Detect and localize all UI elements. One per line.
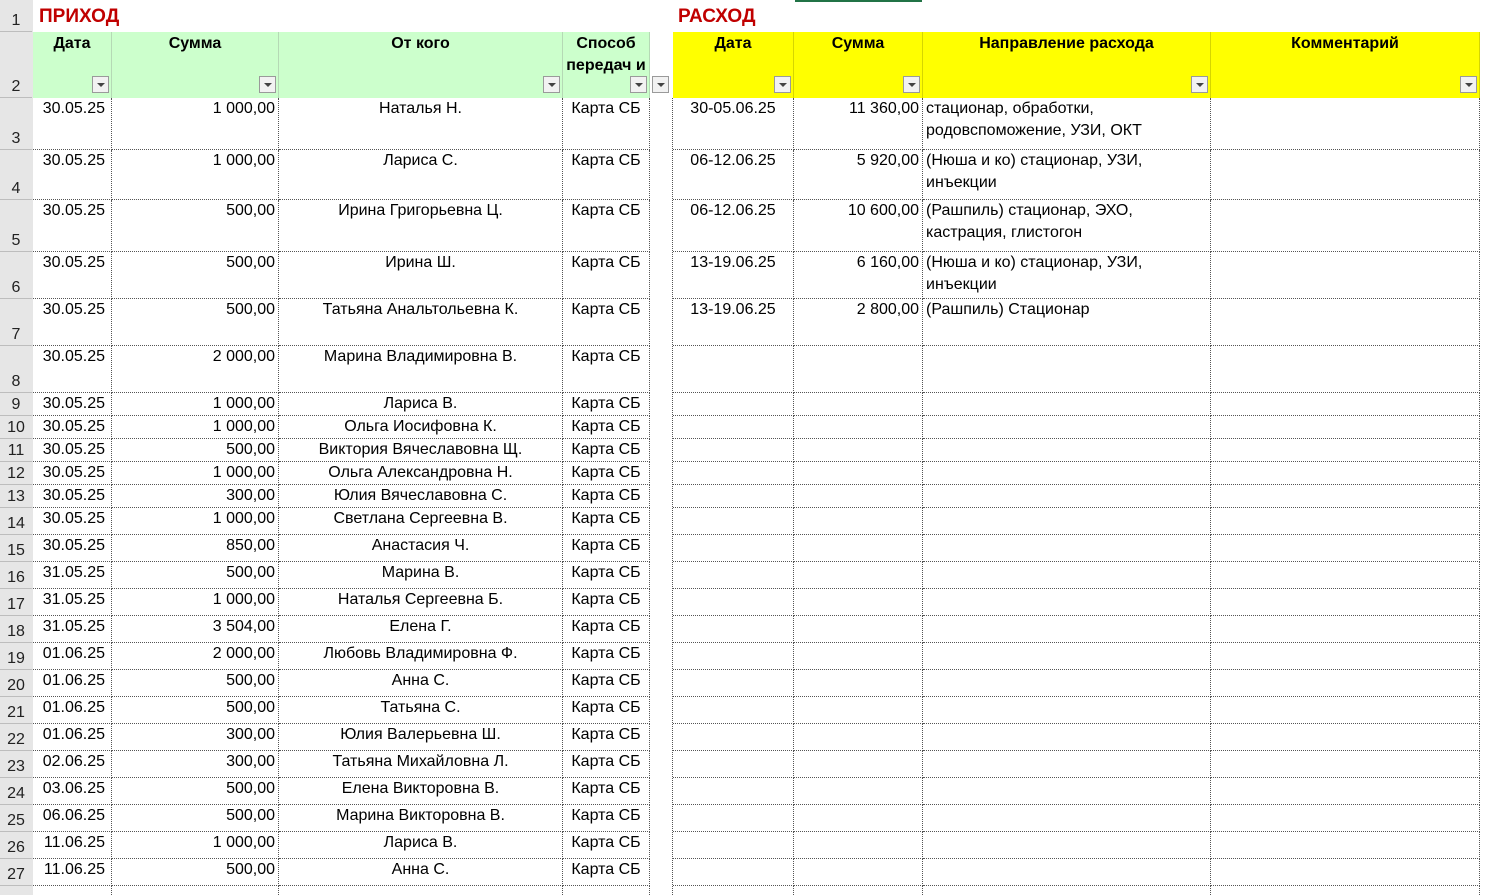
income-header-cell[interactable]: Способ передач и <box>563 32 650 98</box>
empty-cell[interactable] <box>1211 643 1480 670</box>
row-number[interactable]: 8 <box>0 346 32 393</box>
expense-cell-amount[interactable]: 6 160,00 <box>794 252 923 299</box>
income-cell-method[interactable]: Карта СБ <box>563 299 650 346</box>
row-number[interactable]: 3 <box>0 98 32 150</box>
income-cell-date[interactable]: 11.06.25 <box>33 832 112 859</box>
expense-cell-amount[interactable]: 2 800,00 <box>794 299 923 346</box>
income-cell-date[interactable]: 31.05.25 <box>33 562 112 589</box>
row-number[interactable]: 13 <box>0 485 32 508</box>
row-number[interactable]: 21 <box>0 697 32 724</box>
income-cell-amount[interactable]: 1 000,00 <box>112 393 279 416</box>
income-cell-amount[interactable]: 1 000,00 <box>112 462 279 485</box>
row-number[interactable]: 22 <box>0 724 32 751</box>
income-cell-method[interactable]: Карта СБ <box>563 462 650 485</box>
row-number[interactable]: 18 <box>0 616 32 643</box>
income-cell-method[interactable]: Карта СБ <box>563 616 650 643</box>
empty-cell[interactable] <box>1211 535 1480 562</box>
income-cell-method[interactable]: Карта СБ <box>563 670 650 697</box>
empty-cell[interactable] <box>923 346 1211 393</box>
filter-dropdown-button[interactable] <box>92 76 109 93</box>
empty-cell[interactable] <box>673 416 794 439</box>
filter-dropdown-button[interactable] <box>259 76 276 93</box>
income-cell-amount[interactable]: 500,00 <box>112 252 279 299</box>
empty-cell[interactable] <box>923 508 1211 535</box>
empty-cell[interactable] <box>794 751 923 778</box>
empty-cell[interactable] <box>794 886 923 895</box>
income-cell-from[interactable]: Любовь Владимировна Ф. <box>279 643 563 670</box>
empty-cell[interactable] <box>794 589 923 616</box>
empty-cell[interactable] <box>794 462 923 485</box>
income-cell-date[interactable]: 30.05.25 <box>33 98 112 150</box>
empty-cell[interactable] <box>673 805 794 832</box>
expense-cell-purpose[interactable]: (Рашпиль) стационар, ЭХО, кастрация, глистогон <box>923 200 1211 252</box>
income-cell-amount[interactable]: 500,00 <box>112 778 279 805</box>
income-cell-amount[interactable]: 500,00 <box>112 697 279 724</box>
empty-cell[interactable] <box>794 778 923 805</box>
empty-cell[interactable] <box>1211 439 1480 462</box>
empty-cell[interactable] <box>1211 670 1480 697</box>
income-cell-method[interactable]: Карта СБ <box>563 805 650 832</box>
income-cell-from[interactable]: Юлия Валерьевна Ш. <box>279 724 563 751</box>
income-cell-method[interactable]: Карта СБ <box>563 439 650 462</box>
income-cell-date[interactable]: 11.06.25 <box>33 859 112 886</box>
income-cell-from[interactable]: Анастасия Ч. <box>279 535 563 562</box>
income-cell-from[interactable]: Лариса С. <box>279 150 563 200</box>
income-cell-date[interactable]: 30.05.25 <box>33 252 112 299</box>
expense-cell-purpose[interactable]: (Нюша и ко) стационар, УЗИ, инъекции <box>923 150 1211 200</box>
empty-cell[interactable] <box>794 416 923 439</box>
empty-cell[interactable] <box>673 751 794 778</box>
expense-cell-date[interactable]: 06-12.06.25 <box>673 150 794 200</box>
expense-header-cell[interactable]: Комментарий <box>1211 32 1480 98</box>
income-cell-from[interactable]: Лариса В. <box>279 393 563 416</box>
empty-cell[interactable] <box>794 670 923 697</box>
row-number[interactable]: 6 <box>0 252 32 299</box>
income-cell-from[interactable]: Марина Викторовна В. <box>279 805 563 832</box>
empty-cell[interactable] <box>923 751 1211 778</box>
expense-cell-amount[interactable]: 10 600,00 <box>794 200 923 252</box>
row-number[interactable]: 7 <box>0 299 32 346</box>
income-cell-method[interactable]: Карта СБ <box>563 643 650 670</box>
income-cell-amount[interactable]: 500,00 <box>112 670 279 697</box>
expense-cell-amount[interactable]: 11 360,00 <box>794 98 923 150</box>
income-cell-amount[interactable]: 2 000,00 <box>112 643 279 670</box>
income-cell-method[interactable]: Карта СБ <box>563 778 650 805</box>
empty-cell[interactable] <box>923 643 1211 670</box>
income-cell-from[interactable]: Ольга Александровна Н. <box>279 462 563 485</box>
income-cell-amount[interactable]: 300,00 <box>112 751 279 778</box>
empty-cell[interactable] <box>794 485 923 508</box>
empty-cell[interactable] <box>1211 562 1480 589</box>
empty-cell[interactable] <box>923 562 1211 589</box>
income-cell-date[interactable]: 31.05.25 <box>33 616 112 643</box>
empty-cell[interactable] <box>1211 616 1480 643</box>
empty-cell[interactable] <box>673 346 794 393</box>
income-cell-date[interactable]: 30.05.25 <box>33 439 112 462</box>
expense-cell-date[interactable]: 13-19.06.25 <box>673 299 794 346</box>
income-cell-amount[interactable]: 500,00 <box>112 439 279 462</box>
expense-cell-comment[interactable] <box>1211 299 1480 346</box>
income-cell-from[interactable]: Марина Владимировна В. <box>279 346 563 393</box>
expense-cell-date[interactable]: 13-19.06.25 <box>673 252 794 299</box>
row-number[interactable]: 1 <box>0 0 32 32</box>
income-cell-method[interactable]: Карта СБ <box>563 832 650 859</box>
empty-cell[interactable] <box>1211 393 1480 416</box>
income-cell-amount[interactable]: 300,00 <box>112 724 279 751</box>
income-header-cell[interactable]: Сумма <box>112 32 279 98</box>
expense-header-cell[interactable]: Направление расхода <box>923 32 1211 98</box>
row-number[interactable]: 11 <box>0 439 32 462</box>
expense-header-cell[interactable]: Дата <box>673 32 794 98</box>
filter-dropdown-button[interactable] <box>543 76 560 93</box>
empty-cell[interactable] <box>1211 724 1480 751</box>
empty-cell[interactable] <box>1211 485 1480 508</box>
empty-cell[interactable] <box>1211 508 1480 535</box>
income-cell-date[interactable]: 30.05.25 <box>33 535 112 562</box>
expense-cell-comment[interactable] <box>1211 252 1480 299</box>
income-cell-from[interactable]: Марина В. <box>279 562 563 589</box>
income-cell-amount[interactable]: 3 504,00 <box>112 616 279 643</box>
empty-cell[interactable] <box>923 697 1211 724</box>
income-cell-from[interactable]: Ольга Иосифовна К. <box>279 416 563 439</box>
income-cell-method[interactable]: Карта СБ <box>563 697 650 724</box>
filter-dropdown-button[interactable] <box>1460 76 1477 93</box>
income-cell-from[interactable]: Татьяна Михайловна Л. <box>279 751 563 778</box>
row-number[interactable]: 4 <box>0 150 32 200</box>
expense-cell-date[interactable]: 30-05.06.25 <box>673 98 794 150</box>
row-number[interactable]: 2 <box>0 32 32 98</box>
income-cell-from[interactable]: Виктория Вячеславовна Щ. <box>279 439 563 462</box>
income-cell-date[interactable]: 30.05.25 <box>33 393 112 416</box>
empty-cell[interactable] <box>1211 886 1480 895</box>
income-cell-method[interactable]: Карта СБ <box>563 252 650 299</box>
expense-cell-purpose[interactable]: (Рашпиль) Стационар <box>923 299 1211 346</box>
empty-cell[interactable] <box>923 724 1211 751</box>
income-cell-method[interactable]: Карта СБ <box>563 393 650 416</box>
income-cell-amount[interactable]: 500,00 <box>112 805 279 832</box>
empty-cell[interactable] <box>923 439 1211 462</box>
empty-cell[interactable] <box>794 859 923 886</box>
empty-cell[interactable] <box>1211 697 1480 724</box>
income-cell-date[interactable]: 06.06.25 <box>33 805 112 832</box>
filter-dropdown-button[interactable] <box>1191 76 1208 93</box>
row-number[interactable]: 14 <box>0 508 32 535</box>
empty-cell[interactable] <box>673 616 794 643</box>
empty-cell[interactable] <box>673 439 794 462</box>
expense-cell-comment[interactable] <box>1211 98 1480 150</box>
income-cell-amount[interactable]: 500,00 <box>112 200 279 252</box>
row-number[interactable]: 19 <box>0 643 32 670</box>
empty-cell[interactable] <box>673 589 794 616</box>
empty-cell[interactable] <box>794 346 923 393</box>
income-cell-from[interactable]: Татьяна С. <box>279 697 563 724</box>
row-number[interactable]: 10 <box>0 416 32 439</box>
expense-cell-comment[interactable] <box>1211 150 1480 200</box>
income-cell-date[interactable]: 01.06.25 <box>33 643 112 670</box>
row-number[interactable]: 16 <box>0 562 32 589</box>
income-title[interactable]: ПРИХОД <box>39 6 120 27</box>
income-cell-from[interactable]: Анна С. <box>279 670 563 697</box>
row-number[interactable]: 27 <box>0 859 32 886</box>
empty-cell[interactable] <box>563 886 650 895</box>
income-cell-from[interactable]: Ирина Григорьевна Ц. <box>279 200 563 252</box>
empty-cell[interactable] <box>673 485 794 508</box>
income-cell-method[interactable]: Карта СБ <box>563 589 650 616</box>
expense-header-cell[interactable]: Сумма <box>794 32 923 98</box>
empty-cell[interactable] <box>923 462 1211 485</box>
empty-cell[interactable] <box>1211 416 1480 439</box>
income-cell-method[interactable]: Карта СБ <box>563 724 650 751</box>
empty-cell[interactable] <box>673 562 794 589</box>
income-cell-date[interactable]: 01.06.25 <box>33 697 112 724</box>
income-cell-method[interactable]: Карта СБ <box>563 200 650 252</box>
row-number[interactable]: 5 <box>0 200 32 252</box>
income-cell-method[interactable]: Карта СБ <box>563 751 650 778</box>
empty-cell[interactable] <box>923 778 1211 805</box>
income-cell-method[interactable]: Карта СБ <box>563 562 650 589</box>
income-cell-date[interactable]: 30.05.25 <box>33 508 112 535</box>
income-cell-date[interactable]: 02.06.25 <box>33 751 112 778</box>
income-cell-from[interactable]: Наталья Н. <box>279 98 563 150</box>
empty-cell[interactable] <box>279 886 563 895</box>
income-cell-from[interactable]: Елена Г. <box>279 616 563 643</box>
row-number[interactable]: 17 <box>0 589 32 616</box>
income-cell-from[interactable]: Елена Викторовна В. <box>279 778 563 805</box>
income-cell-date[interactable]: 30.05.25 <box>33 462 112 485</box>
filter-dropdown-button[interactable] <box>630 76 647 93</box>
empty-cell[interactable] <box>794 439 923 462</box>
empty-cell[interactable] <box>673 832 794 859</box>
income-header-cell[interactable]: Дата <box>33 32 112 98</box>
row-number[interactable]: 24 <box>0 778 32 805</box>
expense-cell-purpose[interactable]: (Нюша и ко) стационар, УЗИ, инъекции <box>923 252 1211 299</box>
grid-line <box>672 98 673 895</box>
empty-cell[interactable] <box>794 508 923 535</box>
income-cell-date[interactable]: 31.05.25 <box>33 589 112 616</box>
expense-cell-amount[interactable]: 5 920,00 <box>794 150 923 200</box>
empty-cell[interactable] <box>1211 832 1480 859</box>
empty-cell[interactable] <box>794 805 923 832</box>
income-cell-amount[interactable]: 1 000,00 <box>112 150 279 200</box>
income-cell-from[interactable]: Татьяна Анальтольевна К. <box>279 299 563 346</box>
expense-cell-purpose[interactable]: стационар, обработки, родовспоможение, УЗИ, ОКТ <box>923 98 1211 150</box>
empty-cell[interactable] <box>673 393 794 416</box>
income-cell-date[interactable]: 01.06.25 <box>33 724 112 751</box>
empty-cell[interactable] <box>794 724 923 751</box>
empty-cell[interactable] <box>673 670 794 697</box>
row-number[interactable]: 23 <box>0 751 32 778</box>
empty-cell[interactable] <box>1211 462 1480 485</box>
income-cell-date[interactable]: 30.05.25 <box>33 299 112 346</box>
empty-cell[interactable] <box>923 886 1211 895</box>
empty-cell[interactable] <box>1211 805 1480 832</box>
income-cell-amount[interactable]: 1 000,00 <box>112 98 279 150</box>
empty-cell[interactable] <box>673 724 794 751</box>
income-cell-method[interactable]: Карта СБ <box>563 346 650 393</box>
empty-cell[interactable] <box>673 859 794 886</box>
empty-cell[interactable] <box>794 643 923 670</box>
income-cell-method[interactable]: Карта СБ <box>563 535 650 562</box>
row-number[interactable]: 26 <box>0 832 32 859</box>
income-cell-method[interactable]: Карта СБ <box>563 485 650 508</box>
empty-cell[interactable] <box>673 697 794 724</box>
empty-cell[interactable] <box>1211 778 1480 805</box>
income-cell-method[interactable]: Карта СБ <box>563 508 650 535</box>
row-number[interactable]: 20 <box>0 670 32 697</box>
empty-cell[interactable] <box>794 697 923 724</box>
empty-cell[interactable] <box>923 670 1211 697</box>
empty-cell[interactable] <box>1211 589 1480 616</box>
income-cell-method[interactable]: Карта СБ <box>563 416 650 439</box>
income-cell-amount[interactable]: 500,00 <box>112 299 279 346</box>
empty-cell[interactable] <box>923 616 1211 643</box>
empty-cell[interactable] <box>673 778 794 805</box>
empty-cell[interactable] <box>673 535 794 562</box>
filter-dropdown-button[interactable] <box>903 76 920 93</box>
empty-cell[interactable] <box>673 886 794 895</box>
row-number[interactable]: 12 <box>0 462 32 485</box>
row-number[interactable]: 15 <box>0 535 32 562</box>
empty-cell[interactable] <box>673 508 794 535</box>
empty-cell[interactable] <box>33 886 112 895</box>
filter-dropdown-button[interactable] <box>774 76 791 93</box>
empty-cell[interactable] <box>923 589 1211 616</box>
empty-cell[interactable] <box>1211 751 1480 778</box>
income-cell-amount[interactable]: 300,00 <box>112 485 279 508</box>
empty-cell[interactable] <box>673 643 794 670</box>
empty-cell[interactable] <box>923 416 1211 439</box>
expense-cell-comment[interactable] <box>1211 200 1480 252</box>
income-cell-method[interactable]: Карта СБ <box>563 98 650 150</box>
income-cell-amount[interactable]: 850,00 <box>112 535 279 562</box>
empty-cell[interactable] <box>112 886 279 895</box>
income-cell-date[interactable]: 01.06.25 <box>33 670 112 697</box>
filter-dropdown-button[interactable] <box>652 76 669 93</box>
income-cell-from[interactable]: Юлия Вячеславовна С. <box>279 485 563 508</box>
income-cell-date[interactable]: 30.05.25 <box>33 200 112 252</box>
income-cell-amount[interactable]: 1 000,00 <box>112 416 279 439</box>
income-cell-date[interactable]: 30.05.25 <box>33 150 112 200</box>
empty-cell[interactable] <box>794 535 923 562</box>
income-cell-from[interactable]: Анна С. <box>279 859 563 886</box>
empty-cell[interactable] <box>923 805 1211 832</box>
income-cell-method[interactable]: Карта СБ <box>563 150 650 200</box>
income-cell-amount[interactable]: 1 000,00 <box>112 832 279 859</box>
empty-cell[interactable] <box>923 485 1211 508</box>
income-cell-amount[interactable]: 1 000,00 <box>112 508 279 535</box>
income-cell-amount[interactable]: 1 000,00 <box>112 589 279 616</box>
income-cell-from[interactable]: Наталья Сергеевна Б. <box>279 589 563 616</box>
row-number[interactable]: 25 <box>0 805 32 832</box>
expense-title[interactable]: РАСХОД <box>678 6 756 27</box>
income-cell-amount[interactable]: 500,00 <box>112 859 279 886</box>
empty-cell[interactable] <box>1211 346 1480 393</box>
income-cell-date[interactable]: 30.05.25 <box>33 485 112 508</box>
expense-cell-date[interactable]: 06-12.06.25 <box>673 200 794 252</box>
empty-cell[interactable] <box>923 535 1211 562</box>
empty-cell[interactable] <box>794 393 923 416</box>
empty-cell[interactable] <box>794 562 923 589</box>
income-cell-date[interactable]: 30.05.25 <box>33 416 112 439</box>
income-cell-method[interactable]: Карта СБ <box>563 859 650 886</box>
empty-cell[interactable] <box>794 616 923 643</box>
income-cell-amount[interactable]: 500,00 <box>112 562 279 589</box>
empty-cell[interactable] <box>794 832 923 859</box>
income-header-cell[interactable]: От кого <box>279 32 563 98</box>
income-cell-from[interactable]: Светлана Сергеевна В. <box>279 508 563 535</box>
row-number[interactable]: 9 <box>0 393 32 416</box>
income-cell-from[interactable]: Лариса В. <box>279 832 563 859</box>
empty-cell[interactable] <box>673 462 794 485</box>
income-cell-amount[interactable]: 2 000,00 <box>112 346 279 393</box>
empty-cell[interactable] <box>1211 859 1480 886</box>
empty-cell[interactable] <box>923 859 1211 886</box>
income-cell-date[interactable]: 30.05.25 <box>33 346 112 393</box>
empty-cell[interactable] <box>923 393 1211 416</box>
empty-cell[interactable] <box>923 832 1211 859</box>
income-cell-date[interactable]: 03.06.25 <box>33 778 112 805</box>
income-cell-from[interactable]: Ирина Ш. <box>279 252 563 299</box>
